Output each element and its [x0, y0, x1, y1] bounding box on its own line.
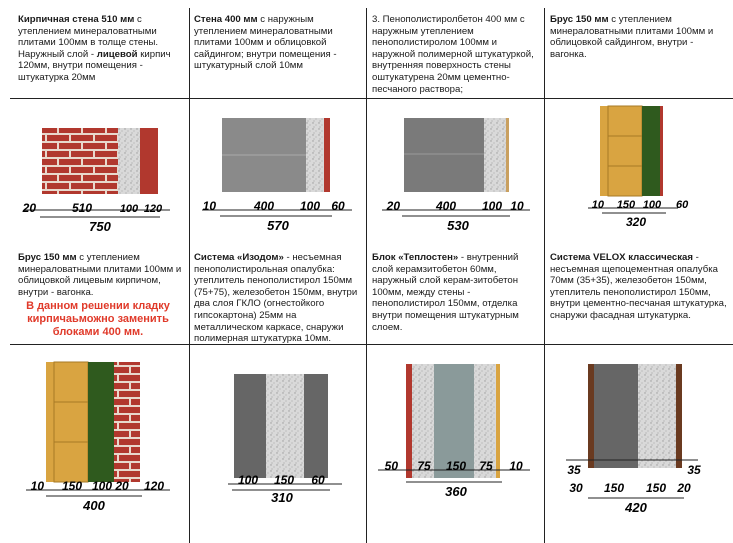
svg-text:20: 20	[115, 479, 129, 493]
svg-text:420: 420	[625, 500, 647, 515]
svg-text:20: 20	[677, 481, 691, 495]
cell-5-text: Брус 150 мм с утеплением минераловатными плитами 100мм и облицовкой лицевым кирпичом, внутри - вагонка.	[18, 252, 182, 298]
svg-text:20: 20	[386, 199, 400, 213]
svg-text:60: 60	[676, 199, 689, 211]
svg-text:100: 100	[237, 473, 259, 487]
cell-2-text: Стена 400 мм с наружным утеплением минераловатными плитами 100мм и облицовкой сайдингом; внутри помещения - штукатурный слой 10мм	[194, 14, 337, 72]
cell-6-text: Система «Изодом» - несъемная пенополистирольная опалубка: утеплитель пенополистирол 150мм (75+75), железобетон 150мм, внутри два слоя ГКЛО (огнестойкого гипсокартона) 25мм на металлическом каркасе, снаружи полимерная штукатурка 10мм.	[194, 252, 358, 345]
diagram-timber-brick	[10, 350, 188, 520]
svg-text:150: 150	[445, 459, 467, 473]
diagram-velox	[548, 350, 730, 520]
svg-text:100: 100	[91, 479, 113, 493]
dim-label: 100	[119, 203, 139, 215]
svg-text:150: 150	[273, 473, 295, 487]
svg-text:400: 400	[435, 199, 457, 213]
svg-text:100: 100	[481, 199, 503, 213]
svg-text:320: 320	[625, 215, 647, 229]
svg-text:30: 30	[569, 481, 583, 495]
svg-text:530: 530	[447, 218, 469, 233]
svg-text:10: 10	[30, 479, 44, 493]
diagram-brick-wall	[10, 110, 188, 235]
svg-text:150: 150	[616, 199, 636, 211]
svg-text:35: 35	[567, 463, 581, 477]
svg-text:310: 310	[271, 490, 293, 505]
dim-label: 120	[143, 203, 163, 215]
svg-text:10: 10	[591, 199, 604, 211]
diagram-wall-400	[192, 110, 364, 235]
svg-text:360: 360	[445, 484, 467, 499]
cell-1-text: Кирпичная стена 510 мм с утеплением минераловатными плитами 100мм в толще стены. Наружный слой - лицевой кирпич 120мм, внутри помещения - штукатурка 20мм	[18, 14, 171, 83]
svg-text:150: 150	[61, 479, 83, 493]
svg-text:400: 400	[253, 199, 275, 213]
svg-text:150: 150	[645, 481, 667, 495]
svg-text:570: 570	[267, 218, 289, 233]
diagram-foam-concrete	[370, 110, 542, 235]
dim-total: 750	[89, 219, 111, 234]
svg-text:100: 100	[299, 199, 321, 213]
cell-7-text: Блок «Теплостен» - внутренний слой керамзитобетон 60мм, наружный слой керам-зитобетон 100мм, между стены - пенополистирол 150мм, отделка внутри помещения штукатурным слоем.	[372, 252, 519, 333]
svg-text:75: 75	[479, 459, 493, 473]
svg-text:150: 150	[603, 481, 625, 495]
svg-text:120: 120	[143, 479, 165, 493]
diagram-timber-siding	[548, 98, 730, 233]
svg-text:75: 75	[417, 459, 431, 473]
svg-text:60: 60	[311, 473, 325, 487]
svg-text:100: 100	[642, 199, 662, 211]
dim-label: 510	[71, 201, 93, 215]
diagram-teplosten	[370, 350, 542, 520]
svg-text:10: 10	[202, 199, 216, 213]
svg-text:60: 60	[331, 199, 345, 213]
diagram-izodom	[192, 350, 364, 520]
cell-4-text: Брус 150 мм с утеплением минераловатными плитами 100мм и облицовкой сайдингом, внутри - вагонка.	[550, 14, 714, 60]
svg-text:400: 400	[83, 498, 105, 513]
svg-text:10: 10	[509, 459, 523, 473]
dim-label: 20	[22, 201, 36, 215]
cell-3-text: 3. Пенополистиролбетон 400 мм с наружным утеплением пенополистиролом 100мм и наружной полимерной штукатуркой, внутренняя поверхность стены оштукатурена 20мм цементно-песчаного раствора;	[372, 14, 534, 95]
note-text: В данном решении кладку кирпичаьможно заменить блоками 400 мм.	[26, 300, 170, 338]
cell-8-text: Система VELOX классическая - несъемная щепоцементная опалубка 70мм (35+35), железобетон 150мм, утеплитель пенополистирол 150мм, внутри цементно-песчаная штукатурка, снаружи фасадная штукатурка.	[550, 252, 727, 321]
svg-text:35: 35	[687, 463, 701, 477]
svg-text:50: 50	[384, 459, 398, 473]
svg-text:10: 10	[510, 199, 524, 213]
